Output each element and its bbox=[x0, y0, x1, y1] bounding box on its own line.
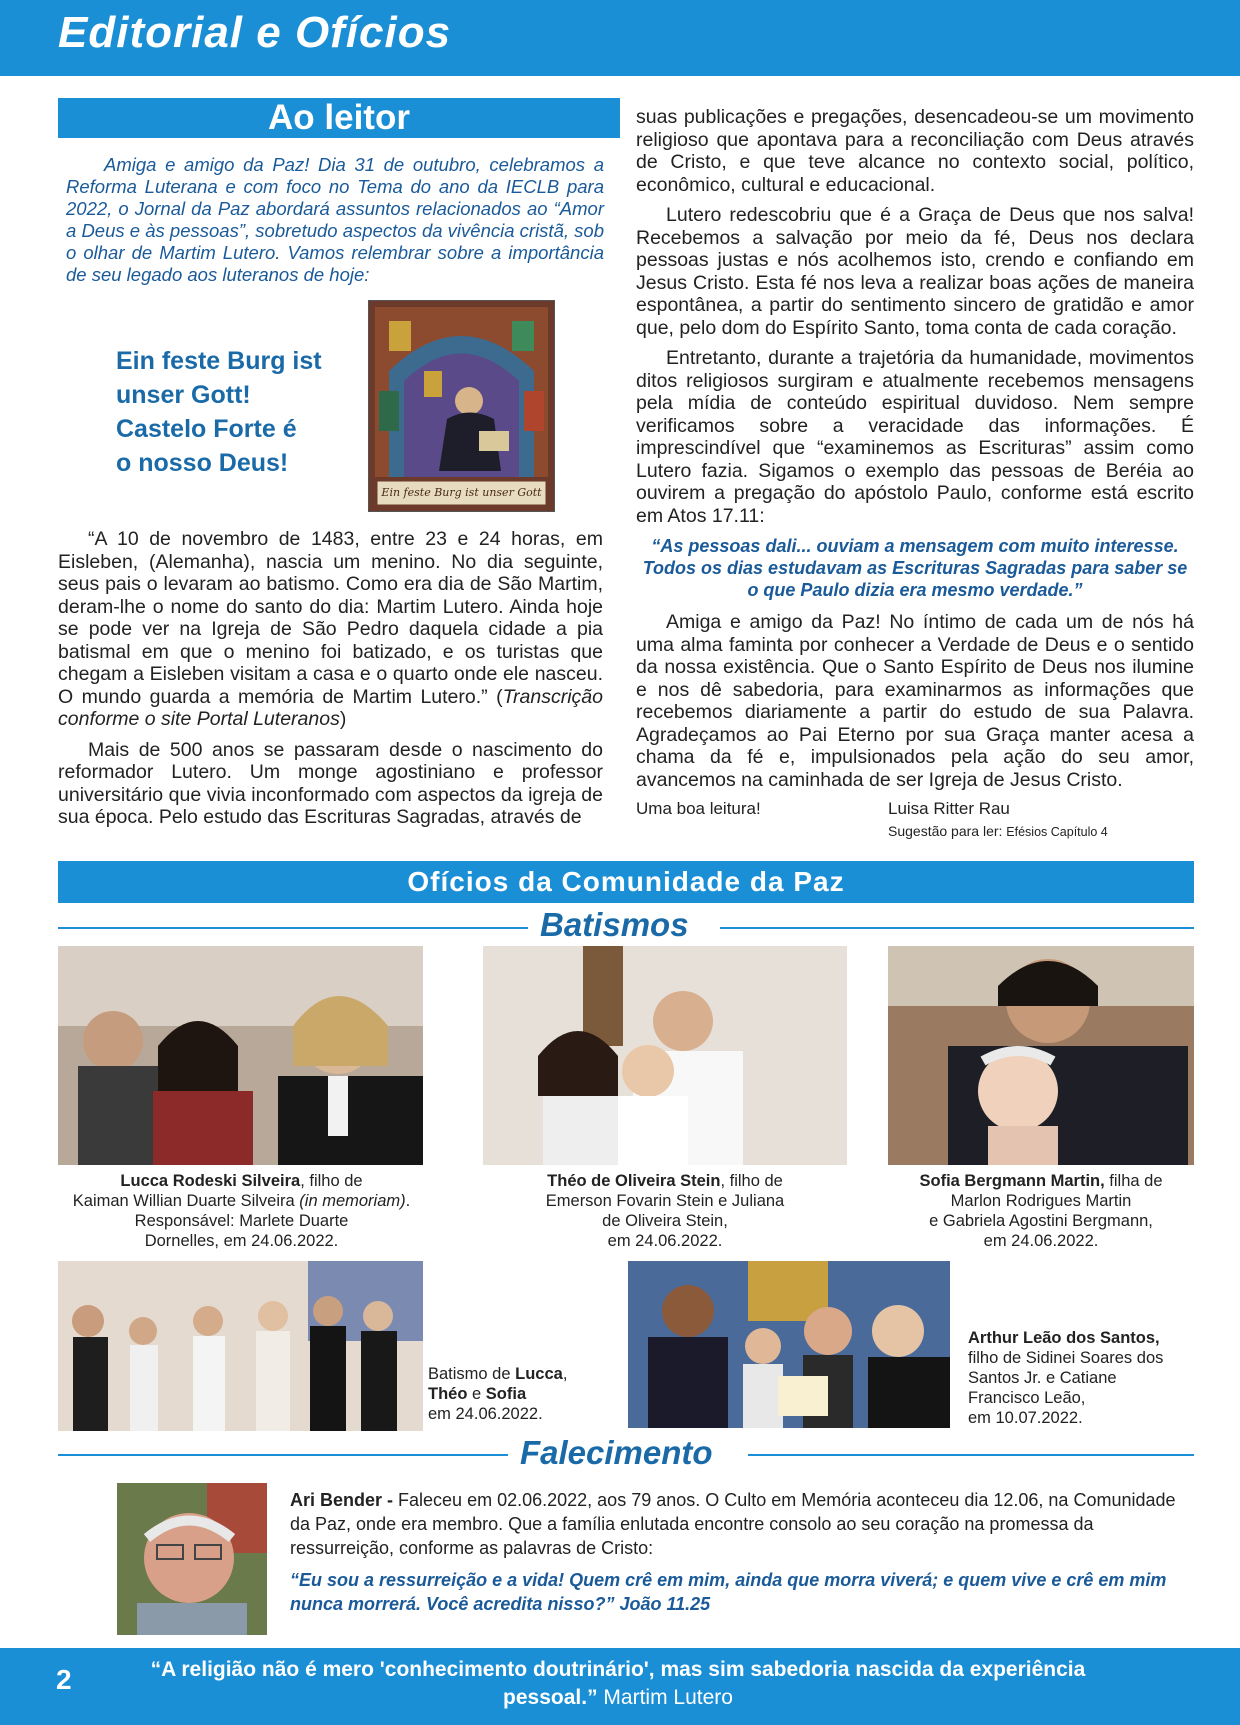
acts-quote: “As pessoas dali... ouviam a mensagem com muito interesse. Todos os dias estudavam as Escrituras Sagradas para saber se o que Paulo dizia era mesmo verdade.” bbox=[642, 536, 1188, 600]
closing-text: Uma boa leitura! bbox=[636, 799, 761, 818]
photo-ari-bender bbox=[117, 1483, 267, 1635]
reformer-paragraph: Mais de 500 anos se passaram desde o nascimento do reformador Lutero. Um monge agostiniano e professor universitário que vivia inconformado com aspectos da igreja de sua época. Pelo estudo das Escrituras Sagradas, através de bbox=[58, 738, 603, 828]
footer-bar bbox=[0, 1648, 1240, 1725]
oficios-title: Ofícios da Comunidade da Paz bbox=[407, 866, 845, 897]
editorial-lead: Amiga e amigo da Paz! Dia 31 de outubro, celebramos a Reforma Luterana e com foco no Tema do ano da IECLB para 2022, o Jornal da Paz abordará assuntos relacionados ao “Amor a Deus e às pessoas”, sobretudo aspectos da vivência cristã, sob o olhar de Martim Lutero. Vamos relembrar sobre a importância de seu legado aos luteranos de hoje: bbox=[66, 154, 604, 285]
batismos-title: Batismos bbox=[540, 906, 689, 943]
falecimento-title: Falecimento bbox=[520, 1434, 713, 1471]
right-paragraph-2: Lutero redescobriu que é a Graça de Deus que nos salva! Recebemos a salvação por meio da fé, Deus nos declara pessoas justas e nós acolhemos isto, crendo e confiando em Jesus Cristo. Esta fé nos leva a realizar boas ações de maneira espontânea, a partir do sentimento sincero de gratidão e amor que, pelo dom do Espírito Santo, toma conta de cada coração. bbox=[636, 204, 1194, 339]
window-banner-text: Ein feste Burg ist unser Gott bbox=[381, 486, 542, 499]
caption-lucca: Lucca Rodeski Silveira, filho de Kaiman Willian Duarte Silveira (in memoriam). Responsável: Marlete Duarte Dornelles, em 24.06.2022. bbox=[72, 1172, 411, 1250]
footer-quote-author: Martim Lutero bbox=[603, 1686, 733, 1709]
author-name: Luisa Ritter Rau bbox=[888, 799, 1010, 818]
batismos-rule-left bbox=[58, 927, 528, 929]
photo-group-baptism bbox=[58, 1261, 423, 1431]
photo-lucca bbox=[58, 946, 423, 1165]
page-number: 2 bbox=[56, 1664, 72, 1695]
page-title: Editorial e Ofícios bbox=[58, 8, 452, 57]
left-body bbox=[58, 528, 603, 837]
right-body bbox=[636, 106, 1194, 843]
editorial-title-bar bbox=[58, 98, 620, 138]
luther-birth-paragraph: “A 10 de novembro de 1483, entre 23 e 24 horas, em Eisleben, (Alemanha), nascia um menino. No dia seguinte, seus pais o levaram ao batismo. Como era dia de São Martim, deram-lhe o nome do santo do dia: Martim Lutero. Ainda hoje se pode ver na Igreja de São Pedro daquela cidade a pia batismal em que o menino foi batizado, e os turistas que chegam a Eisleben visitam a casa e o quarto onde ele nasceu. O mundo guarda a memória de Martim Lutero.” (Transcrição conforme o site Portal Luteranos) bbox=[58, 528, 603, 730]
hymn-title: Ein feste Burg ist unser Gott! Castelo Forte é o nosso Deus! bbox=[116, 347, 322, 477]
photo-theo bbox=[483, 946, 847, 1165]
caption-group: Batismo de Lucca, Théo e Sofia em 24.06.2022. bbox=[428, 1365, 568, 1423]
obituary-quote: “Eu sou a ressurreição e a vida! Quem crê em mim, ainda que morra viverá; e quem vive e crê em mim nunca morrerá. Você acredita nisso?” João 11.25 bbox=[290, 1570, 1167, 1614]
right-paragraph-4: Amiga e amigo da Paz! No íntimo de cada um de nós há uma alma faminta por conhecer a Verdade de Deus e o sentido da nossa existência. Que o Santo Espírito de Deus nos ilumine e nos dê sabedoria, para examinarmos as informações que recebemos diariamente a partir do estudo de sua Palavra. Agradeçamos ao Pai Eterno por sua Graça manter acesa a chama da fé e, impulsionados pela ação do seu amor, avancemos na caminhada de ser Igreja de Jesus Cristo. bbox=[636, 611, 1194, 791]
falecimento-rule-left bbox=[58, 1454, 508, 1456]
right-paragraph-1: suas publicações e pregações, desencadeou-se um movimento religioso que apontava para a reconciliação com Deus através de Cristo, e que teve alcance no contexto social, político, econômico, cultural e educacional. bbox=[636, 106, 1194, 196]
falecimento-rule-right bbox=[748, 1454, 1194, 1456]
oficios-title-bar bbox=[58, 861, 1194, 903]
editorial-title: Ao leitor bbox=[268, 98, 410, 137]
stained-glass-image bbox=[368, 300, 555, 512]
obituary bbox=[290, 1488, 1190, 1616]
reading-suggestion: Sugestão para ler: Efésios Capítulo 4 bbox=[888, 823, 1108, 839]
caption-arthur: Arthur Leão dos Santos, filho de Sidinei Soares dos Santos Jr. e Catiane Francisco Leão, em 10.07.2022. bbox=[968, 1329, 1164, 1427]
caption-theo: Théo de Oliveira Stein, filho de Emerson Fovarin Stein e Juliana de Oliveira Stein, em 24.06.2022. bbox=[545, 1172, 785, 1250]
right-paragraph-3: Entretanto, durante a trajetória da humanidade, movimentos ditos religiosos surgiram e atualmente recebemos mensagens pela mídia de conteúdo espiritual duvidoso. Nem sempre verificamos sobre a veracidade das informações. É imprescindível que “examinemos as Escrituras” assim como Lutero fazia. Sigamos o exemplo das pessoas de Beréia ao ouvirem a pregação do apóstolo Paulo, conforme está escrito em Atos 17.11: bbox=[636, 347, 1194, 527]
batismos-rule-right bbox=[720, 927, 1194, 929]
photo-sofia bbox=[888, 946, 1194, 1165]
photo-arthur bbox=[628, 1261, 950, 1428]
footer-quote: “A religião não é mero 'conhecimento doutrinário', mas sim sabedoria nascida da experiência pessoal.” Martim Lutero bbox=[150, 1658, 1086, 1709]
obituary-text: Ari Bender - Faleceu em 02.06.2022, aos 79 anos. O Culto em Memória aconteceu dia 12.06, na Comunidade da Paz, onde era membro. Que a família enlutada encontre consolo ao seu coração na promessa da ressurreição, conforme as palavras de Cristo: bbox=[290, 1490, 1176, 1558]
caption-sofia: Sofia Bergmann Martin, filha de Marlon Rodrigues Martin e Gabriela Agostini Bergmann, em 24.06.2022. bbox=[919, 1172, 1163, 1250]
header-bar bbox=[0, 0, 1240, 76]
